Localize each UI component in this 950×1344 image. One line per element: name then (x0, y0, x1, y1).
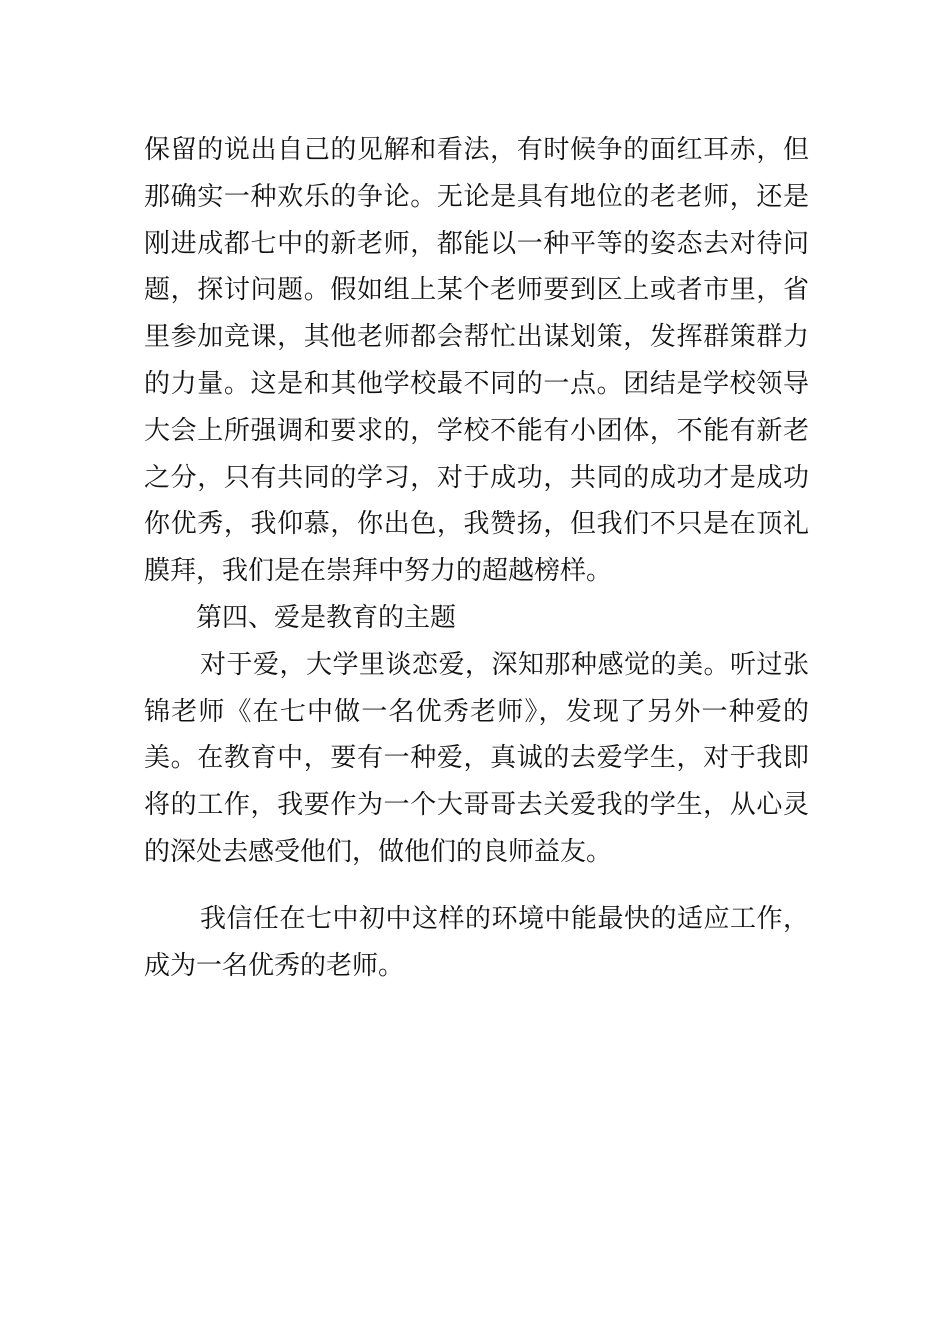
paragraph-unity (144, 127, 809, 595)
text-line: 大会上所强调和要求的，学校不能有小团体，不能有新老 (144, 415, 809, 446)
text-line: 我信任在七中初中这样的环境中能最快的适应工作， (200, 903, 809, 934)
text-line: 刚进成都七中的新老师，都能以一种平等的姿态去对待问 (144, 228, 809, 259)
paragraph-spacer (144, 876, 809, 896)
text-line: 美。在教育中，要有一种爱，真诚的去爱学生，对于我即 (144, 743, 809, 774)
text-line: 锦老师《在七中做一名优秀老师》，发现了另外一种爱的 (144, 696, 809, 727)
section-heading: 第四、爱是教育的主题 (196, 602, 457, 633)
text-line: 题，探讨问题。假如组上某个老师要到区上或者市里，省 (144, 275, 809, 306)
document-body (144, 127, 809, 989)
paragraph-love (144, 642, 809, 876)
text-line: 膜拜，我们是在崇拜中努力的超越榜样。 (144, 556, 613, 587)
text-line: 将的工作，我要作为一个大哥哥去关爱我的学生，从心灵 (144, 790, 809, 821)
text-line: 那确实一种欢乐的争论。无论是具有地位的老老师，还是 (144, 181, 809, 212)
paragraph-conclusion (144, 896, 809, 990)
text-line: 里参加竞课，其他老师都会帮忙出谋划策，发挥群策群力 (144, 322, 809, 353)
text-line: 成为一名优秀的老师。 (144, 950, 405, 981)
text-line: 之分，只有共同的学习，对于成功，共同的成功才是成功 (144, 462, 809, 493)
text-line: 你优秀，我仰慕，你出色，我赞扬，但我们不只是在顶礼 (144, 509, 809, 540)
text-line: 的力量。这是和其他学校最不同的一点。团结是学校领导 (144, 368, 809, 399)
text-line: 对于爱，大学里谈恋爱，深知那种感觉的美。听过张 (200, 649, 809, 680)
text-line: 的深处去感受他们，做他们的良师益友。 (144, 836, 613, 867)
section-heading-4 (144, 595, 809, 642)
text-line: 保留的说出自己的见解和看法，有时候争的面红耳赤，但 (144, 135, 809, 165)
